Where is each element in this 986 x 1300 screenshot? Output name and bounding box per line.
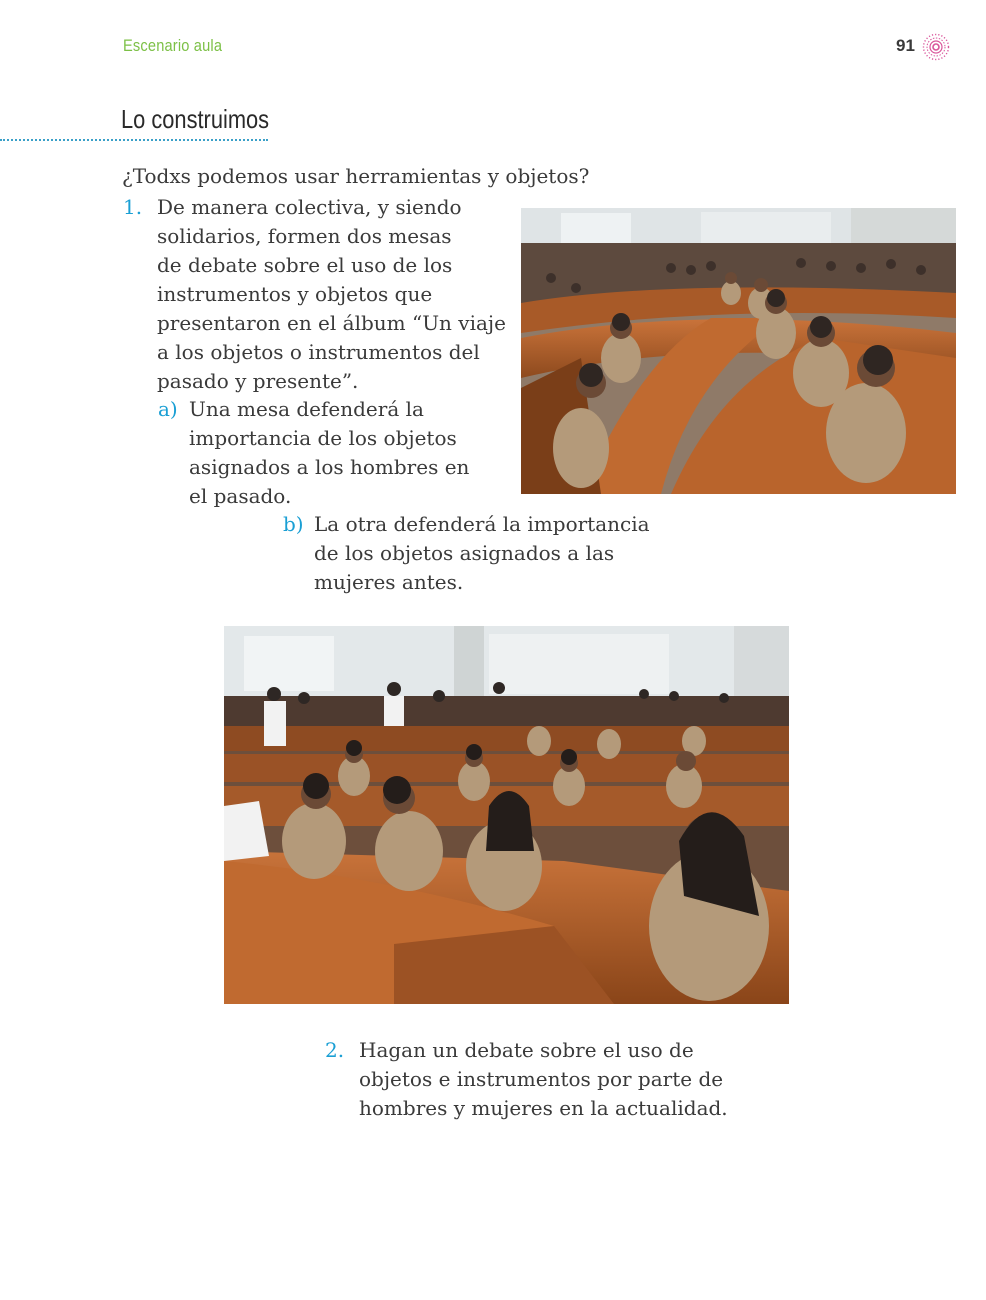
sub-item-a-label: a) <box>158 397 178 421</box>
header-section-label: Escenario aula <box>123 36 223 55</box>
item-1-line: pasado y presente”. <box>157 369 359 393</box>
sub-item-a-text <box>189 395 469 511</box>
title-divider <box>0 139 268 141</box>
photo-students-curved-desks <box>521 208 956 494</box>
item-1-line: solidarios, formen dos mesas <box>157 224 452 248</box>
sub-item-b-label: b) <box>283 512 304 536</box>
sub-item-a-line: asignados a los hombres en <box>189 455 470 479</box>
sub-item-a-line: importancia de los objetos <box>189 426 457 450</box>
item-2-line: Hagan un debate sobre el uso de <box>359 1038 694 1062</box>
item-1-line: De manera colectiva, y siendo <box>157 195 462 219</box>
item-2-line: objetos e instrumentos por parte de <box>359 1067 724 1091</box>
item-2-text <box>359 1036 728 1123</box>
item-1-line: presentaron en el álbum “Un viaje <box>157 311 506 335</box>
item-1-line: instrumentos y objetos que <box>157 282 433 306</box>
sub-item-b-line: mujeres antes. <box>314 570 464 594</box>
sun-ornament-icon <box>922 33 950 61</box>
section-title: Lo construimos <box>121 104 270 134</box>
sub-item-b-line: de los objetos asignados a las <box>314 541 615 565</box>
sub-item-a-line: el pasado. <box>189 484 292 508</box>
sub-item-b-text <box>314 510 650 597</box>
guiding-question: ¿Todxs podemos usar herramientas y objetos? <box>122 164 590 188</box>
item-2-line: hombres y mujeres en la actualidad. <box>359 1096 728 1120</box>
item-1-line: de debate sobre el uso de los <box>157 253 453 277</box>
item-1-line: a los objetos o instrumentos del <box>157 340 480 364</box>
item-1-text <box>157 193 506 396</box>
sub-item-a-line: Una mesa defenderá la <box>189 397 424 421</box>
item-2-number: 2. <box>325 1038 345 1062</box>
photo-students-auditorium <box>224 626 789 1004</box>
sub-item-b-line: La otra defenderá la importancia <box>314 512 650 536</box>
page-number: 91 <box>896 36 915 55</box>
item-1-number: 1. <box>123 195 143 219</box>
